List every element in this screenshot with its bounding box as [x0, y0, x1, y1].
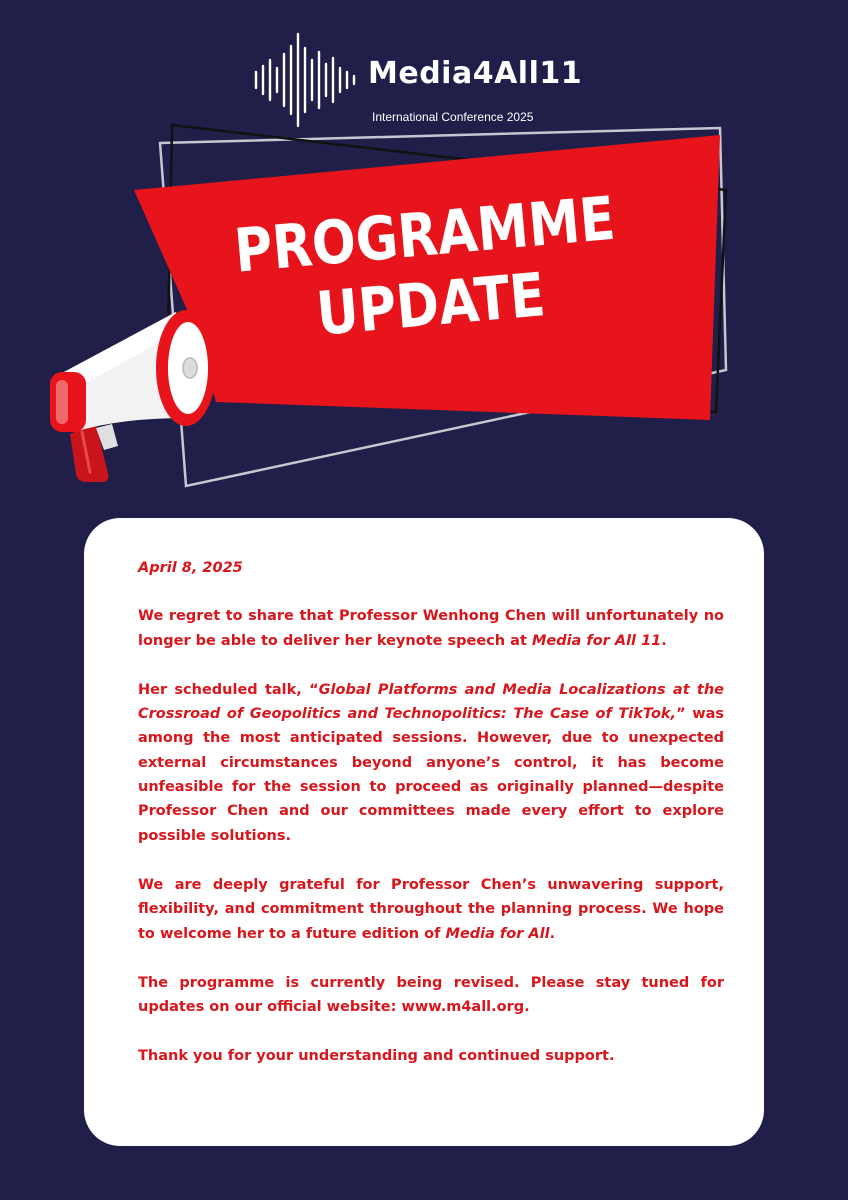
announcement-date: April 8, 2025: [138, 560, 243, 576]
paragraph-2: [138, 678, 724, 848]
p3-end: .: [549, 925, 556, 942]
announcement-text: [138, 556, 724, 1094]
megaphone-icon: [50, 310, 216, 482]
p3-emphasis: Media for All: [445, 925, 550, 942]
paragraph-4: The programme is currently being revised. Please stay tuned for updates on our official website: www.m4all.org.: [138, 974, 724, 1016]
paragraph-3: [138, 873, 724, 946]
conference-logo: [254, 32, 594, 128]
p3-text: We are deeply grateful for Professor Chen’s unwavering support, flexibility, and commitment throughout the planning process. We hope to welcome her to a future edition of: [138, 876, 724, 942]
p2-rest: ” was among the most anticipated sessions. However, due to unexpected external circumstances beyond anyone’s control, it has become unfeasible for the session to proceed as originally planned—despite Professor Chen and our committees made every effort to explore possible solutions.: [138, 706, 725, 844]
p1-text: We regret to share that Professor Wenhong Chen will unfortunately no longer be able to deliver her keynote speech at: [138, 608, 724, 649]
logo-name: Media4All11: [368, 56, 583, 91]
paragraph-1: [138, 604, 724, 653]
banner-title-line1: PROGRAMME: [231, 183, 618, 287]
paragraph-5: Thank you for your understanding and continued support.: [138, 1048, 615, 1065]
sound-wave-icon: [254, 32, 358, 128]
p1-emphasis: Media for All 11: [531, 632, 662, 649]
p2-text: Her scheduled talk, “: [138, 681, 319, 698]
p1-end: .: [661, 632, 667, 649]
banner-title-line2: UPDATE: [313, 260, 548, 350]
p2-talk-title: Global Platforms and Media Localizations at the Crossroad of Geopolitics and Technopolitics: The Case of TikTok,: [138, 681, 724, 723]
logo-subtitle: International Conference 2025: [372, 110, 534, 124]
